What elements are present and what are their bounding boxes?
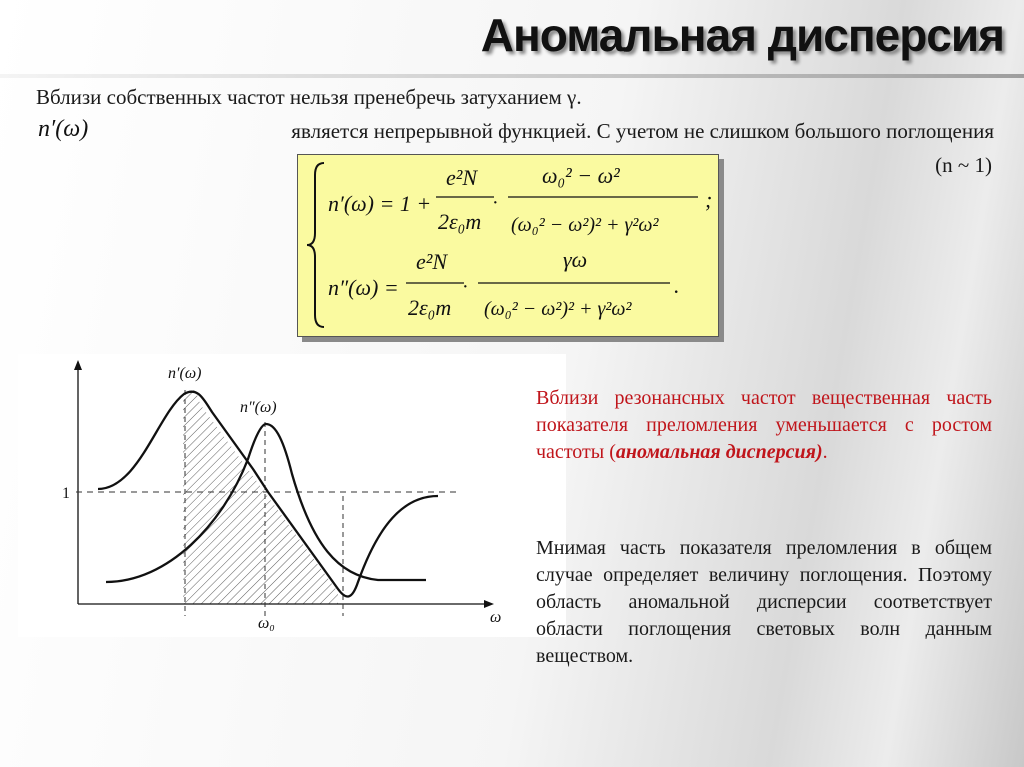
denominator-1: (ω₀² − ω²)² + γ²ω²: [511, 214, 659, 236]
coef-denominator-2: 2ε₀m: [408, 295, 452, 320]
dispersion-svg: [18, 354, 566, 637]
label-one: 1: [62, 485, 70, 502]
left-brace: [307, 163, 324, 327]
absorption-region-hatch: [183, 388, 338, 604]
formula-svg: [298, 155, 718, 336]
formula-end-2: .: [674, 273, 680, 298]
label-n-double-prime: n″(ω): [240, 399, 277, 416]
p1-text: Вблизи резонансных частот вещественная часть показателя преломления уменьшается с ростом частоты (: [536, 387, 992, 463]
lhs-n-prime: n′(ω) = 1 +: [328, 191, 432, 216]
title-divider: [0, 74, 1024, 78]
lhs-n-double-prime: n″(ω) =: [328, 275, 399, 300]
anomalous-dispersion-paragraph: [536, 385, 992, 466]
denominator-2: (ω₀² − ω²)² + γ²ω²: [484, 298, 632, 320]
dispersion-diagram: [18, 354, 566, 637]
dot-2: ·: [462, 276, 469, 298]
n-prime-symbol: n′(ω): [38, 116, 89, 142]
coef-numerator-1: e²N: [446, 165, 478, 190]
slide-title: Аномальная дисперсия: [480, 9, 1004, 61]
label-n-prime: n′(ω): [168, 365, 202, 382]
numerator-1: ω₀² − ω²: [542, 163, 620, 188]
continuity-line: является непрерывной функцией. С учетом не слишком большого поглощения: [291, 119, 994, 143]
formula-box: [297, 154, 719, 337]
absorption-paragraph: Мнимая часть показателя преломления в общем случае определяет величину поглощения. Поэтому область аномальной дисперсии соответствует области поглощения световых волн данным веществом.: [536, 537, 992, 667]
y-axis-arrow: [74, 360, 82, 370]
condition-line: (n ~ 1): [935, 153, 992, 177]
coef-denominator-1: 2ε₀m: [438, 209, 482, 234]
intro-line: Вблизи собственных частот нельзя пренебречь затуханием γ.: [36, 85, 582, 109]
dot-1: ·: [492, 192, 499, 214]
label-omega0: ω₀: [258, 615, 275, 632]
formula-end-1: ;: [705, 187, 713, 212]
p1-emphasis: аномальная дисперсия): [615, 441, 823, 463]
x-axis-arrow: [484, 600, 494, 608]
label-omega: ω: [490, 609, 502, 626]
p1-end: .: [822, 441, 828, 463]
numerator-2: γω: [563, 247, 588, 272]
coef-numerator-2: e²N: [416, 249, 448, 274]
